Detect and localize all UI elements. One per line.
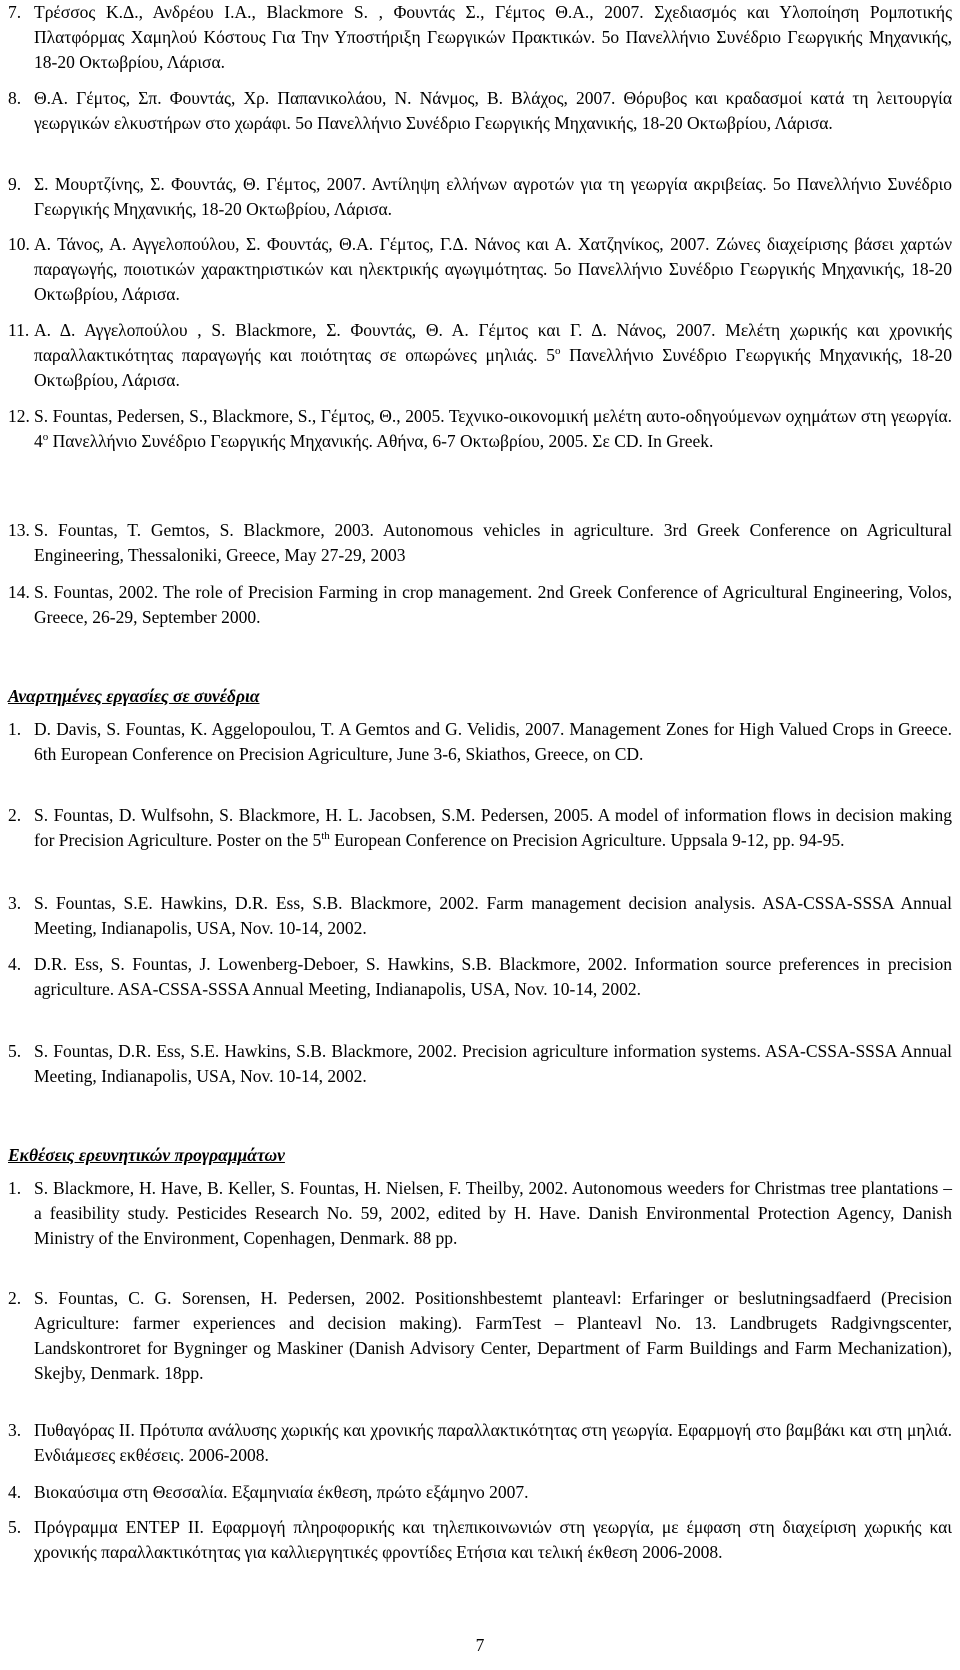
- item-number: 7.: [8, 2, 22, 22]
- list-item: [8, 803, 952, 853]
- list-item: [8, 518, 952, 568]
- citation-text-part: S. Fountas, D. Wulfsohn, S. Blackmore, H. L. Jacobsen, S.M. Pedersen, 2005. A model of information flows in decision making for Precision Agriculture. Poster on the 5: [34, 805, 952, 850]
- citation-text: S. Fountas, T. Gemtos, S. Blackmore, 2003. Autonomous vehicles in agriculture. 3rd Greek Conference on Agricultural Engineering, Thessaloniki, Greece, May 27-29, 2003: [34, 520, 952, 565]
- list-item: [8, 891, 952, 941]
- item-number: 5.: [8, 1517, 22, 1537]
- list-item: [8, 717, 952, 767]
- item-number: 14.: [8, 582, 30, 602]
- citation-text: Α. Τάνος, Α. Αγγελοπούλου, Σ. Φουντάς, Θ.Α. Γέμτος, Γ.Δ. Νάνος και Α. Χατζηνίκος, 2007. Ζώνες διαχείρισης βάσει χαρτών παραγωγής, ποιοτικών χαρακτηριστικών και ηλεκτρικής αγωγιμότητας. 5ο Πανελλήνιο Συνέδριο Γεωργικής Μηχανικής, 18-20 Οκτωβρίου, Λάρισα.: [34, 234, 952, 304]
- item-number: 2.: [8, 1288, 22, 1308]
- citation-text: Σ. Μουρτζίνης, Σ. Φουντάς, Θ. Γέμτος, 2007. Αντίληψη ελλήνων αγροτών για τη γεωργία ακριβείας. 5ο Πανελλήνιο Συνέδριο Γεωργικής Μηχανικής, 18-20 Οκτωβρίου, Λάρισα.: [34, 174, 952, 219]
- citation-text: [34, 803, 952, 853]
- superscript: ο: [42, 431, 49, 444]
- citation-text: S. Blackmore, H. Have, B. Keller, S. Fountas, H. Nielsen, F. Theilby, 2002. Autonomous weeders for Christmas tree plantations – a feasibility study. Pesticides Research No. 59, 2002, edited by H. Have. Danish Environmental Protection Agency, Danish Ministry of the Environment, Copenhagen, Denmark. 88 pp.: [34, 1178, 952, 1248]
- list-item: [8, 952, 952, 1002]
- item-number: 4.: [8, 954, 22, 974]
- citation-text: Τρέσσος Κ.Δ., Ανδρέου Ι.Α., Blackmore S. , Φουντάς Σ., Γέμτος Θ.Α., 2007. Σχεδιασμός και Υλοποίηση Ρομποτικής Πλατφόρμας Χαμηλού Κόστους Για Την Υποστήριξη Γεωργικών Πρακτικών. 5ο Πανελλήνιο Συνέδριο Γεωργικής Μηχανικής, 18-20 Οκτωβρίου, Λάρισα.: [34, 2, 952, 72]
- citation-text: [34, 404, 952, 454]
- item-number: 2.: [8, 805, 22, 825]
- section-heading-reports: Εκθέσεις ερευνητικών προγραμμάτων: [8, 1145, 285, 1165]
- list-item: [8, 1176, 952, 1251]
- item-number: 11.: [8, 320, 30, 340]
- item-number: 3.: [8, 893, 22, 913]
- list-item: [8, 0, 952, 75]
- item-number: 3.: [8, 1420, 22, 1440]
- citation-text: D. Davis, S. Fountas, K. Aggelopoulou, T. A Gemtos and G. Velidis, 2007. Management Zones for High Valued Crops in Greece. 6th European Conference on Precision Agriculture, June 3-6, Skiathos, Greece, on CD.: [34, 719, 952, 764]
- list-item: [8, 580, 952, 630]
- item-number: 1.: [8, 1178, 22, 1198]
- superscript: th: [321, 830, 330, 843]
- item-number: 13.: [8, 520, 30, 540]
- citation-text: S. Fountas, S.E. Hawkins, D.R. Ess, S.B. Blackmore, 2002. Farm management decision analysis. ASA-CSSA-SSSA Annual Meeting, Indianapolis, USA, Nov. 10-14, 2002.: [34, 893, 952, 938]
- citation-text: D.R. Ess, S. Fountas, J. Lowenberg-Deboer, S. Hawkins, S.B. Blackmore, 2002. Information source preferences in precision agriculture. ASA-CSSA-SSSA Annual Meeting, Indianapolis, USA, Nov. 10-14, 2002.: [34, 954, 952, 999]
- page-number: 7: [475, 1635, 485, 1655]
- citation-text: Πυθαγόρας ΙΙ. Πρότυπα ανάλυσης χωρικής και χρονικής παραλλακτικότητας στη γεωργία. Εφαρμογή στο βαμβάκι και στη μηλιά. Ενδιάμεσες εκθέσεις. 2006-2008.: [34, 1420, 952, 1465]
- item-number: 9.: [8, 174, 22, 194]
- citation-text: Πρόγραμμα ΕΝΤΕΡ ΙΙ. Εφαρμογή πληροφορικής και τηλεπικοινωνιών στη γεωργία, με έμφαση στη διαχείριση χωρικής και χρονικής παραλλακτικότητας για καλλιεργητικές φροντίδες Ετήσια και τελική έκθεση 2006-2008.: [34, 1517, 952, 1562]
- item-number: 5.: [8, 1041, 22, 1061]
- citation-text-part: Πανελλήνιο Συνέδριο Γεωργικής Μηχανικής, 18-20 Οκτωβρίου, Λάρισα.: [34, 345, 952, 390]
- citation-text-part: European Conference on Precision Agriculture. Uppsala 9-12, pp. 94-95.: [329, 830, 845, 850]
- citation-text: Βιοκαύσιμα στη Θεσσαλία. Εξαμηνιαία έκθεση, πρώτο εξάμηνο 2007.: [34, 1482, 529, 1502]
- citation-text: S. Fountas, D.R. Ess, S.E. Hawkins, S.B. Blackmore, 2002. Precision agriculture information systems. ASA-CSSA-SSSA Annual Meeting, Indianapolis, USA, Nov. 10-14, 2002.: [34, 1041, 952, 1086]
- item-number: 12.: [8, 406, 30, 426]
- citation-text-part: Πανελλήνιο Συνέδριο Γεωργικής Μηχανικής. Αθήνα, 6-7 Οκτωβρίου, 2005. Σε CD. In Greek.: [48, 431, 714, 451]
- list-item: [8, 1286, 952, 1386]
- item-number: 4.: [8, 1482, 22, 1502]
- list-item: [8, 86, 952, 136]
- citation-text: Θ.Α. Γέμτος, Σπ. Φουντάς, Χρ. Παπανικολάου, Ν. Νάνμος, Β. Βλάχος, 2007. Θόρυβος και κραδασμοί κατά τη λειτουργία γεωργικών ελκυστήρων στο χωράφι. 5ο Πανελλήνιο Συνέδριο Γεωργικής Μηχανικής, 18-20 Οκτωβρίου, Λάρισα.: [34, 88, 952, 133]
- list-item: [8, 404, 952, 454]
- citation-text: S. Fountas, C. G. Sorensen, H. Pedersen, 2002. Positionshbestemt planteavl: Erfaringer or beslutningsadfaerd (Precision Agriculture: farmer experiences and decision making). FarmTest – Planteavl No. 13. Landbrugets Radgivngscenter, Landskontroret for Bygninger og Maskiner (Danish Advisory Center, Department of Farm Buildings and Farm Mechanization), Skejby, Denmark. 18pp.: [34, 1288, 952, 1383]
- list-item: [8, 1515, 952, 1565]
- citation-text: [34, 318, 952, 393]
- list-item: [8, 1039, 952, 1089]
- list-item: [8, 1418, 952, 1468]
- list-item: [8, 1480, 952, 1505]
- item-number: 10.: [8, 234, 30, 254]
- list-item: [8, 232, 952, 307]
- superscript: ο: [554, 345, 561, 358]
- citation-text: S. Fountas, 2002. The role of Precision Farming in crop management. 2nd Greek Conference of Agricultural Engineering, Volos, Greece, 26-29, September 2000.: [34, 582, 952, 627]
- citation-text-part: S. Fountas, Pedersen, S., Blackmore, S., Γέμτος, Θ., 2005. Τεχνικο-οικονομική μελέτη αυτο-οδηγούμενων οχημάτων στη γεωργία. 4: [34, 406, 952, 451]
- section-heading-posters: Αναρτημένες εργασίες σε συνέδρια: [8, 686, 260, 706]
- list-item: [8, 172, 952, 222]
- item-number: 1.: [8, 719, 22, 739]
- item-number: 8.: [8, 88, 22, 108]
- list-item: [8, 318, 952, 393]
- citation-text-part: Α. Δ. Αγγελοπούλου , S. Blackmore, Σ. Φουντάς, Θ. Α. Γέμτος και Γ. Δ. Νάνος, 2007. Μελέτη χωρικής και χρονικής παραλλακτικότητας παραγωγής και ποιότητας σε οπωρώνες μηλιάς. 5: [34, 320, 952, 365]
